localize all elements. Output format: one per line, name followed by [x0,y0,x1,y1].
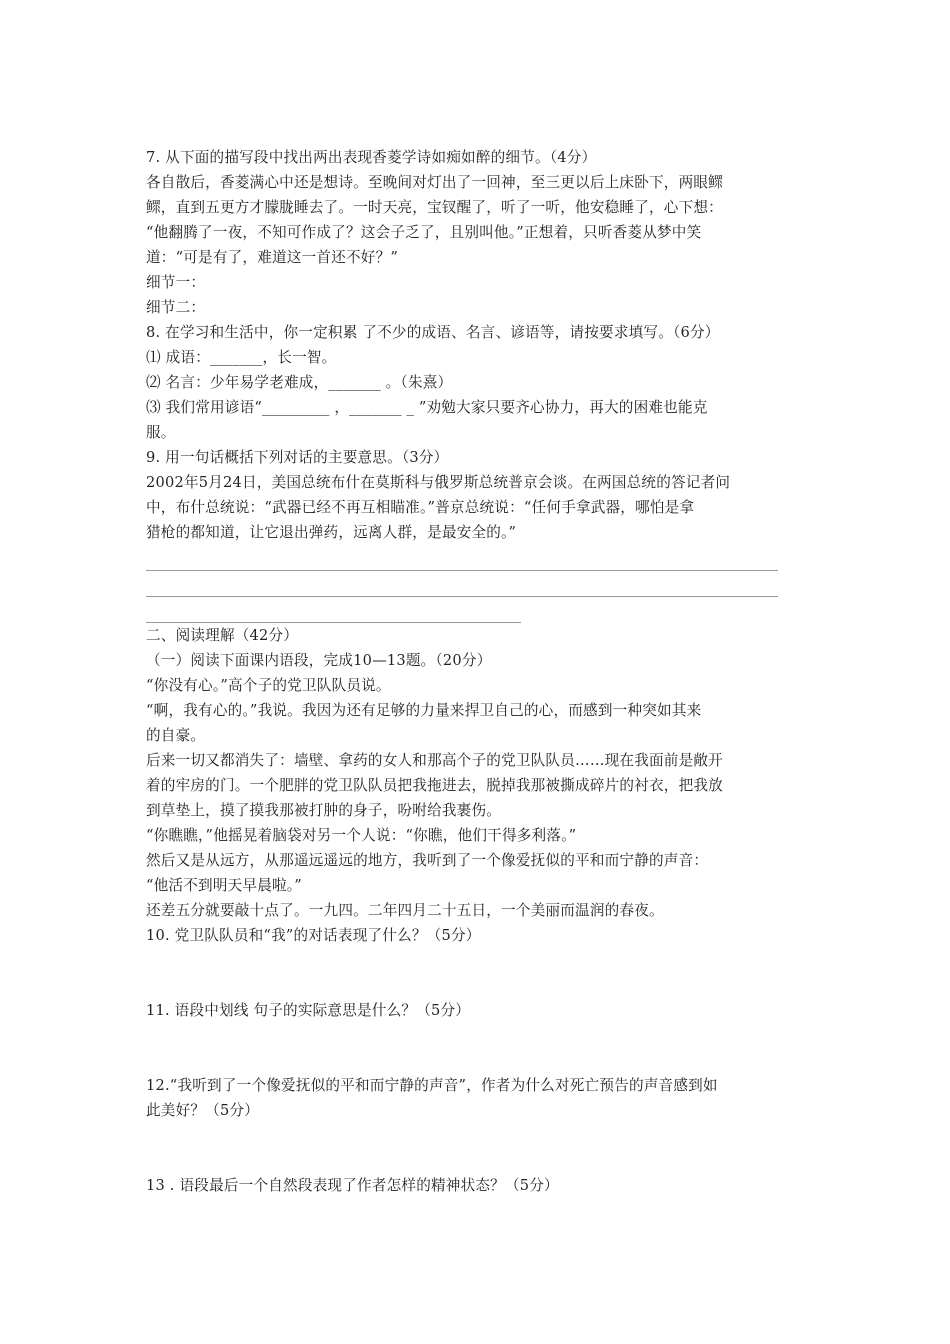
question-12-cont: 此美好？（5分） [146,1102,260,1119]
passage-line: 到草垫上，摸了摸我那被打肿的身子，吩咐给我裹伤。 [146,802,502,819]
question-11: 11. 语段中划线 句子的实际意思是什么？（5分） [146,1002,471,1019]
question-12: 12.“我听到了一个像爱抚似的平和而宁静的声音”，作者为什么对死亡预告的声音感到如 [146,1077,718,1094]
answer-line[interactable] [146,571,778,597]
passage-line: 的自豪。 [146,727,206,744]
document-page [146,145,806,1198]
passage-line: “他翻腾了一夜，不知可作成了？这会子乏了，且别叫他。”正想着，只听香菱从梦中笑 [146,224,702,241]
passage-line: “他活不到明天早晨啦。” [146,877,302,894]
question-13: 13 . 语段最后一个自然段表现了作者怎样的精神状态？（5分） [146,1177,559,1194]
passage-line: 各自散后，香菱满心中还是想诗。至晚间对灯出了一回神，至三更以后上床卧下，两眼鳏 [146,174,723,191]
question-8-item-3-cont: 服。 [146,424,176,441]
question-10: 10. 党卫队队员和“我”的对话表现了什么？（5分） [146,927,481,944]
passage-line: 猎枪的都知道，让它退出弹药，远离人群，是最安全的。” [146,524,517,541]
question-8-item-1: ⑴ 成语：_______，长一智。 [146,349,337,366]
answer-line[interactable] [146,545,778,571]
passage-line: 然后又是从远方，从那遥远遥远的地方，我听到了一个像爱抚似的平和而宁静的声音： [146,852,709,869]
passage-line: “啊，我有心的。”我说。我因为还有足够的力量来捍卫自己的心，而感到一种突如其来 [146,702,702,719]
section-2-part-1-title: （一）阅读下面课内语段，完成10—13题。（20分） [146,652,492,669]
answer-line[interactable] [146,597,521,623]
passage-line: 2002年5月24日，美国总统布什在莫斯科与俄罗斯总统普京会谈。在两国总统的答记者问 [146,474,731,491]
passage-line: 鳏，直到五更方才朦胧睡去了。一时天亮，宝钗醒了，听了一听，他安稳睡了，心下想： [146,199,723,216]
question-8-item-2: ⑵ 名言：少年易学老难成，_______ 。（朱熹） [146,374,453,391]
passage-line: “你没有心。”高个子的党卫队队员说。 [146,677,391,694]
answer-space[interactable] [146,948,806,998]
passage-line: 道：“可是有了，难道这一首还不好？” [146,249,399,266]
passage-line: 着的牢房的门。一个肥胖的党卫队队员把我拖进去，脱掉我那被撕成碎片的衬衣，把我放 [146,777,723,794]
question-8-item-3: ⑶ 我们常用谚语“_________ ，_______ _ ”劝勉大家只要齐心协力，再大的困难也能克 [146,399,708,416]
passage-line: “你瞧瞧，”他摇晃着脑袋对另一个人说：“你瞧，他们干得多利落。” [146,827,577,844]
answer-space[interactable] [146,1123,806,1173]
passage-line: 中，布什总统说：“武器已经不再互相瞄准。”普京总统说：“任何手拿武器，哪怕是拿 [146,499,695,516]
answer-space[interactable] [146,1023,806,1073]
question-7-title: 7. 从下面的描写段中找出两出表现香菱学诗如痴如醉的细节。（4分） [146,149,597,166]
question-8-title: 8. 在学习和生活中，你一定积累 了不少的成语、名言、谚语等，请按要求填写。（6分） [146,324,720,341]
detail-2-label: 细节二： [146,299,206,316]
passage-line: 后来一切又都消失了：墙壁、拿药的女人和那高个子的党卫队队员……现在我面前是敞开 [146,752,723,769]
passage-line: 还差五分就要敲十点了。一九四。二年四月二十五日，一个美丽而温润的春夜。 [146,902,664,919]
section-2-title: 二、阅读理解（42分） [146,627,299,644]
question-9-title: 9. 用一句话概括下列对话的主要意思。（3分） [146,449,449,466]
detail-1-label: 细节一： [146,274,206,291]
